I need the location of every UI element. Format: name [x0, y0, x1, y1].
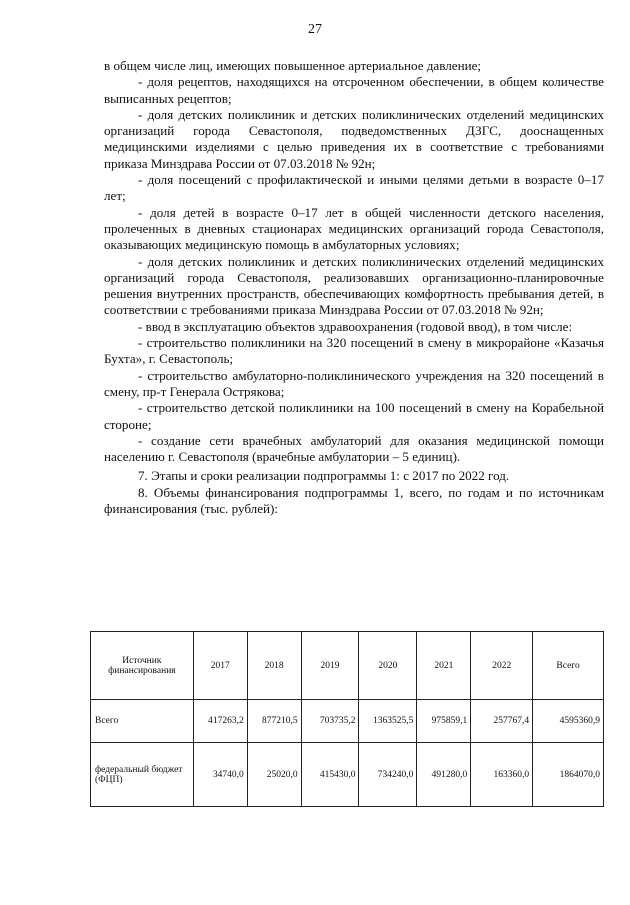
paragraph: - доля детских поликлиник и детских поликлинических отделений медицинских организаций города Севастополя, реализовавших организационно-планировочные решения внутренних пространств, обеспечивающих комфортность пребывания детей, в соответствии с требованиями приказа Минздрава России от 07.03.2018 № 92н; — [104, 253, 604, 318]
header-cell: 2020 — [359, 632, 417, 700]
header-cell: 2022 — [471, 632, 533, 700]
table-cell: 257767,4 — [471, 700, 533, 743]
table-cell: 25020,0 — [247, 743, 301, 807]
table-cell: 4595360,9 — [533, 700, 604, 743]
table-cell: 491280,0 — [417, 743, 471, 807]
header-cell: Источник финансирования — [91, 632, 194, 700]
paragraph: - доля детей в возрасте 0–17 лет в общей численности детского населения, пролеченных в дневных стационарах медицинских организаций города Севастополя, оказывающих медицинскую помощь в амбулаторных условиях; — [104, 204, 604, 253]
financing-table — [90, 631, 604, 807]
table-cell: 877210,5 — [247, 700, 301, 743]
table-header-row — [91, 632, 604, 700]
table-cell: Всего — [91, 700, 194, 743]
paragraph: 7. Этапы и сроки реализации подпрограммы 1: с 2017 по 2022 год. — [138, 468, 510, 484]
table-cell: 734240,0 — [359, 743, 417, 807]
table-cell: 34740,0 — [193, 743, 247, 807]
table-cell: 415430,0 — [301, 743, 359, 807]
paragraph: - доля посещений с профилактической и иными целями детьми в возрасте 0–17 лет; — [104, 172, 604, 204]
paragraph: 8. Объемы финансирования подпрограммы 1, всего, по годам и по источникам финансирования (тыс. рублей): — [104, 484, 604, 517]
table-cell: 1363525,5 — [359, 700, 417, 743]
header-cell: 2018 — [247, 632, 301, 700]
table-row — [91, 700, 604, 743]
header-cell: 2017 — [193, 632, 247, 700]
table-cell: 417263,2 — [193, 700, 247, 743]
table-cell: федеральный бюджет (ФЦП) — [91, 743, 194, 807]
table-cell: 1864070,0 — [533, 743, 604, 807]
header-cell: 2021 — [417, 632, 471, 700]
paragraph: - строительство поликлиники на 320 посещений в смену в микрорайоне «Казачья Бухта», г. Севастополь; — [104, 335, 604, 367]
paragraph: - доля детских поликлиник и детских поликлинических отделений медицинских организаций города Севастополя, подведомственных ДЗГС, дооснащенных медицинскими изделиями с целью приведения их в соответствие с требованиями приказа Минздрава России от 07.03.2018 № 92н; — [104, 106, 604, 171]
table-cell: 975859,1 — [417, 700, 471, 743]
paragraph: в общем числе лиц, имеющих повышенное артериальное давление; — [104, 58, 482, 73]
paragraph: - доля рецептов, находящихся на отсроченном обеспечении, в общем количестве выписанных рецептов; — [104, 74, 604, 106]
header-cell: Всего — [533, 632, 604, 700]
paragraph: - строительство детской поликлиники на 100 посещений в смену на Корабельной стороне; — [104, 400, 604, 432]
page-number: 27 — [308, 22, 322, 37]
paragraph: - ввод в эксплуатацию объектов здравоохранения (годовой ввод), в том числе: — [138, 318, 573, 334]
paragraph: - создание сети врачебных амбулаторий для оказания медицинской помощи населению г. Севастополя (врачебные амбулатории – 5 единиц). — [104, 432, 604, 465]
table-cell: 703735,2 — [301, 700, 359, 743]
table-row — [91, 743, 604, 807]
body-text — [104, 58, 604, 517]
table-cell: 163360,0 — [471, 743, 533, 807]
paragraph: - строительство амбулаторно-поликлинического учреждения на 320 посещений в смену, пр-т Генерала Острякова; — [104, 367, 604, 399]
header-cell: 2019 — [301, 632, 359, 700]
